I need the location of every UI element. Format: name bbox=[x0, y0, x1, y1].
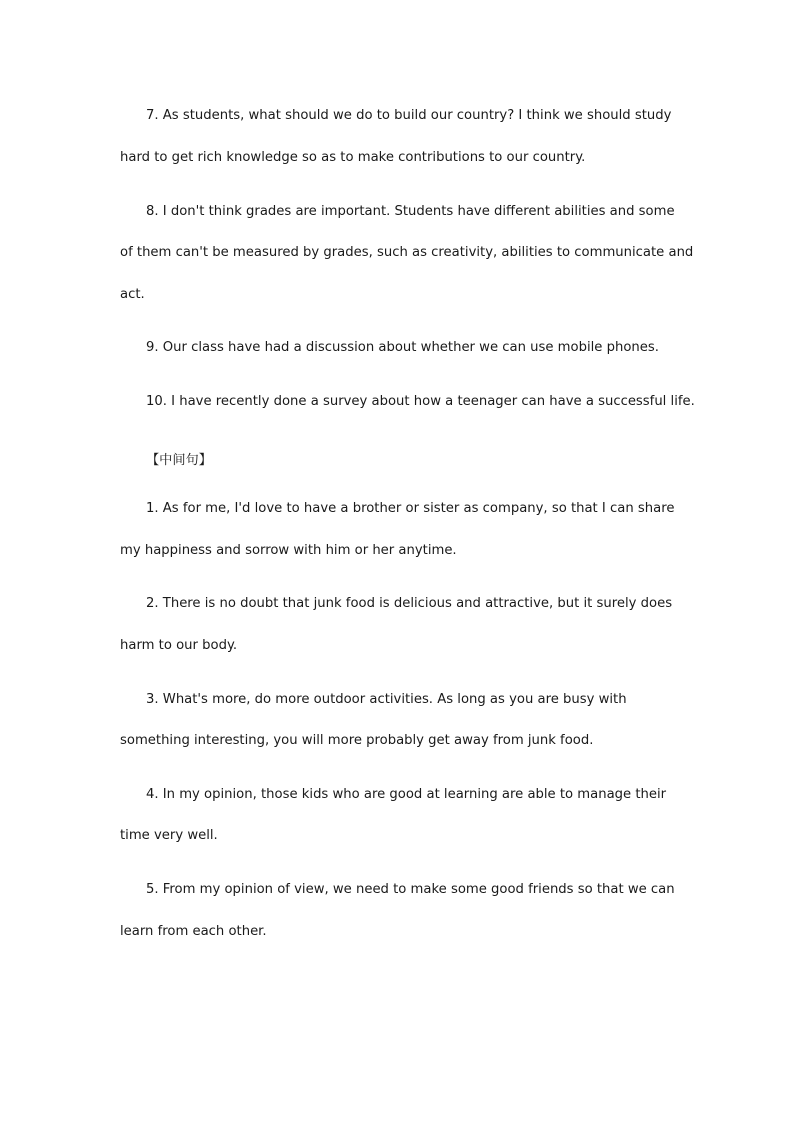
sentence-7-line-1: 7. As students, what should we do to build our country? I think we should study bbox=[146, 108, 672, 123]
sentence-9-line-1: 9. Our class have had a discussion about whether we can use mobile phones. bbox=[146, 340, 659, 355]
section-heading: 【中间句】 bbox=[146, 453, 212, 468]
sentence-7-line-2: hard to get rich knowledge so as to make contributions to our country. bbox=[120, 150, 586, 165]
middle-sentence-2-line-1: 2. There is no doubt that junk food is delicious and attractive, but it surely does bbox=[146, 596, 673, 611]
middle-sentence-5-line-2: learn from each other. bbox=[120, 924, 267, 939]
sentence-8-line-2: of them can't be measured by grades, such as creativity, abilities to communicate and bbox=[120, 245, 694, 260]
sentence-8-line-1: 8. I don't think grades are important. Students have different abilities and some bbox=[146, 204, 675, 219]
middle-sentence-4-line-1: 4. In my opinion, those kids who are good at learning are able to manage their bbox=[146, 787, 667, 802]
middle-sentence-3-line-1: 3. What's more, do more outdoor activities. As long as you are busy with bbox=[146, 692, 627, 707]
middle-sentence-2-line-2: harm to our body. bbox=[120, 638, 238, 653]
middle-sentence-4-line-2: time very well. bbox=[120, 828, 218, 843]
middle-sentence-1-line-2: my happiness and sorrow with him or her anytime. bbox=[120, 543, 457, 558]
middle-sentence-1-line-1: 1. As for me, I'd love to have a brother or sister as company, so that I can share bbox=[146, 501, 675, 516]
sentence-10-line-1: 10. I have recently done a survey about how a teenager can have a successful life. bbox=[146, 394, 695, 409]
sentence-8-line-3: act. bbox=[120, 287, 145, 302]
middle-sentence-5-line-1: 5. From my opinion of view, we need to make some good friends so that we can bbox=[146, 882, 675, 897]
middle-sentence-3-line-2: something interesting, you will more probably get away from junk food. bbox=[120, 733, 594, 748]
